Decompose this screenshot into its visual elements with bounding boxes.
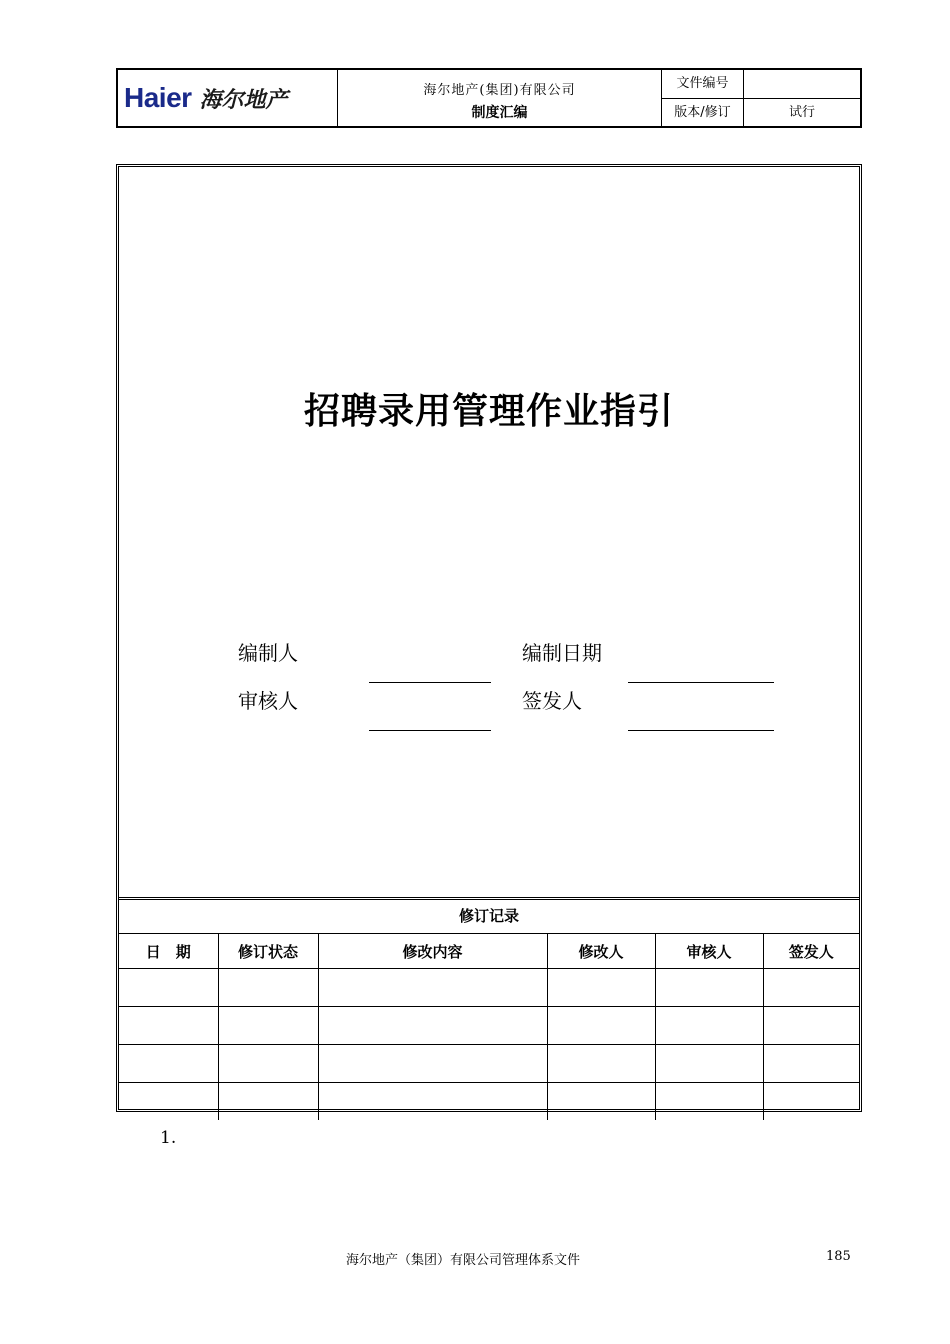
table-cell xyxy=(119,969,218,1007)
document-header xyxy=(116,68,862,128)
table-row xyxy=(119,1007,859,1045)
table-cell xyxy=(763,1083,859,1121)
compiler-signature-line xyxy=(369,682,491,683)
revision-table xyxy=(119,933,859,1120)
table-cell xyxy=(763,969,859,1007)
reviewer-signature-line xyxy=(369,730,491,731)
logo xyxy=(118,70,338,126)
table-row xyxy=(119,1045,859,1083)
compile-date-line xyxy=(628,682,774,683)
table-cell xyxy=(318,969,547,1007)
collection-name: 制度汇编 xyxy=(471,105,528,121)
table-cell xyxy=(218,1083,318,1121)
table-row xyxy=(119,969,859,1007)
table-cell xyxy=(218,1045,318,1083)
revision-header-row xyxy=(119,934,859,969)
list-marker: 1. xyxy=(160,1128,177,1148)
table-cell xyxy=(318,1007,547,1045)
table-cell xyxy=(119,1045,218,1083)
issuer-label: 签发人 xyxy=(522,689,582,713)
table-cell xyxy=(318,1083,547,1121)
page-number: 185 xyxy=(826,1249,851,1264)
col-issuer: 签发人 xyxy=(763,934,859,969)
doc-number-label: 文件编号 xyxy=(662,70,744,98)
table-cell xyxy=(547,1045,655,1083)
version-label: 版本/修订 xyxy=(662,99,744,126)
col-content: 修改内容 xyxy=(318,934,547,969)
version-value: 试行 xyxy=(788,105,815,120)
col-reviewer: 审核人 xyxy=(655,934,763,969)
doc-number-row xyxy=(662,70,860,99)
cover-frame xyxy=(116,164,862,1112)
document-title: 招聘录用管理作业指引 xyxy=(303,391,674,432)
table-cell xyxy=(655,969,763,1007)
table-cell xyxy=(547,969,655,1007)
table-cell xyxy=(655,1007,763,1045)
col-modifier: 修改人 xyxy=(547,934,655,969)
table-row xyxy=(119,1083,859,1121)
issuer-signature-line xyxy=(628,730,774,731)
table-cell xyxy=(119,1007,218,1045)
table-cell xyxy=(763,1007,859,1045)
doc-number-value xyxy=(744,70,860,98)
version-row xyxy=(662,99,860,126)
compiler-label: 编制人 xyxy=(238,641,298,665)
company-name: 海尔地产(集团)有限公司 xyxy=(423,83,576,98)
revision-separator xyxy=(119,897,859,902)
table-cell xyxy=(655,1083,763,1121)
compile-date-label: 编制日期 xyxy=(522,641,602,665)
table-cell xyxy=(547,1083,655,1121)
table-cell xyxy=(119,1083,218,1121)
table-cell xyxy=(218,969,318,1007)
table-cell xyxy=(763,1045,859,1083)
logo-chinese-text: 海尔地产 xyxy=(199,87,288,113)
table-cell xyxy=(218,1007,318,1045)
col-status: 修订状态 xyxy=(218,934,318,969)
table-cell xyxy=(547,1007,655,1045)
logo-latin-text: Haier xyxy=(124,82,192,113)
reviewer-label: 审核人 xyxy=(238,689,298,713)
footer-text: 海尔地产（集团）有限公司管理体系文件 xyxy=(346,1253,581,1268)
company-cell xyxy=(338,70,662,126)
revision-record xyxy=(119,897,859,1109)
col-date: 日 期 xyxy=(119,934,218,969)
table-cell xyxy=(318,1045,547,1083)
document-meta xyxy=(662,70,860,126)
revision-title: 修订记录 xyxy=(458,907,519,925)
table-cell xyxy=(655,1045,763,1083)
